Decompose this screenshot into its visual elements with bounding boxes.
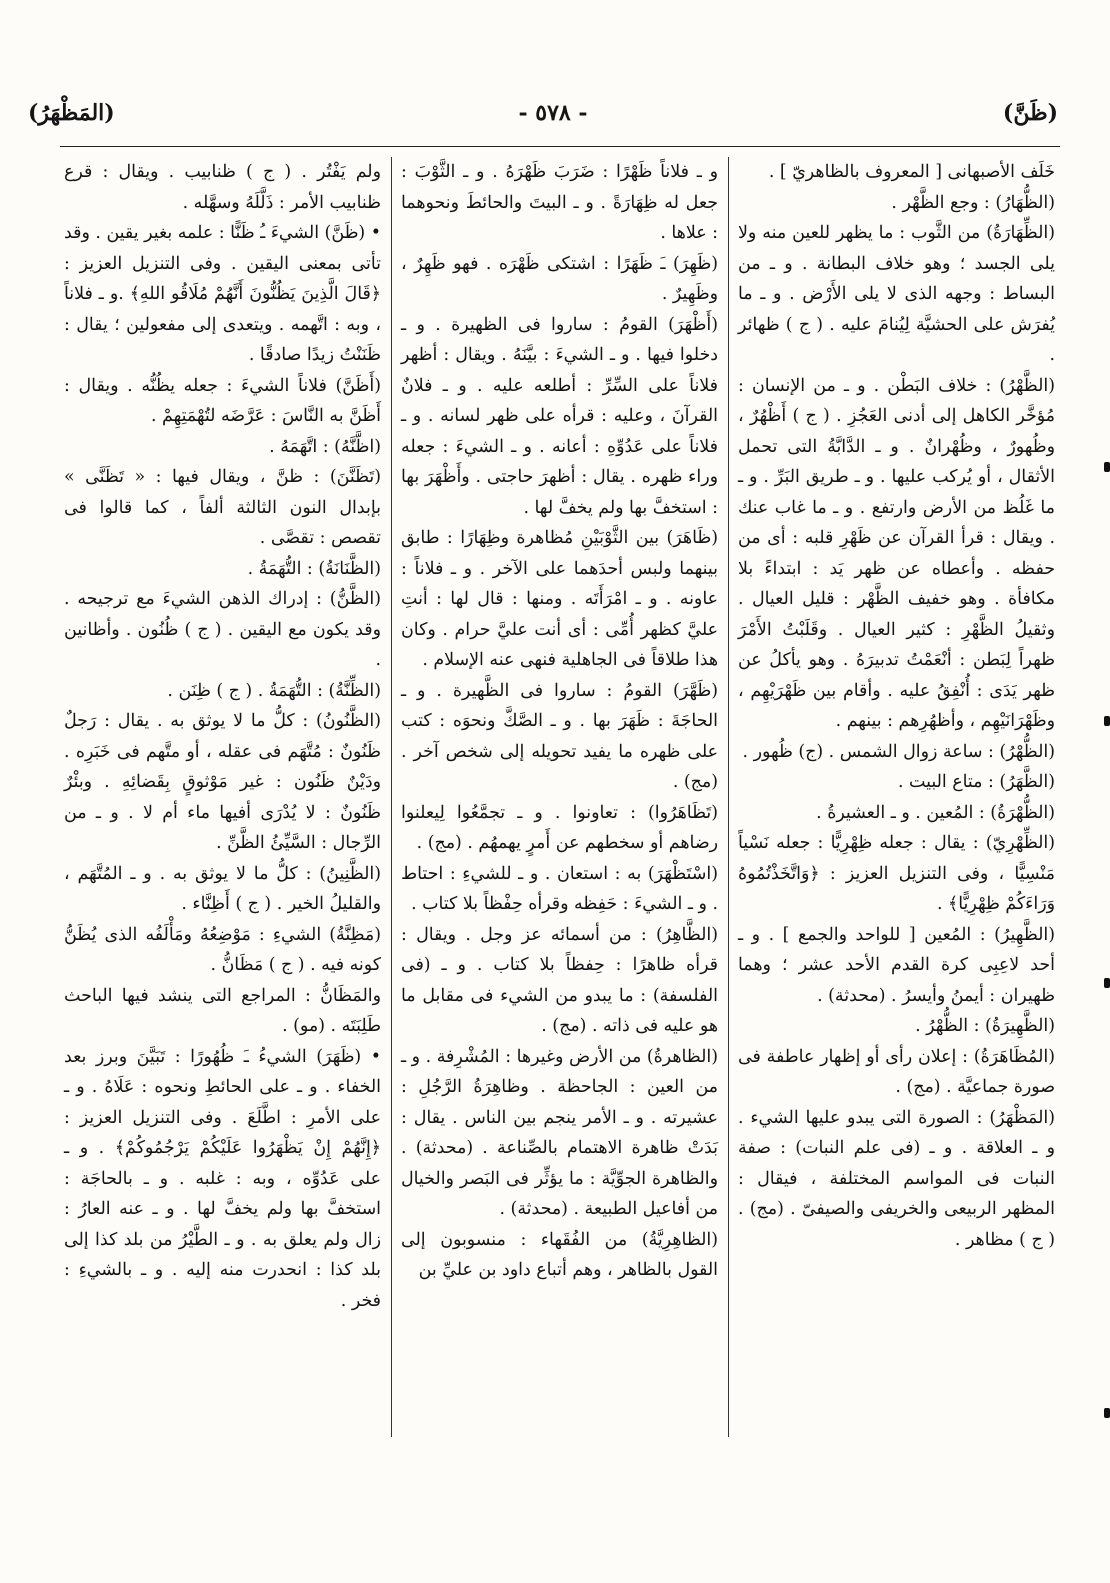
dictionary-entry: (تَظَاهَرُوا) : تعاونوا . و ـ تجمَّعُوا لِيعلنوا رضاهم أو سخطهم عن أَمرٍ يهمهُم . (مج) . <box>401 802 718 853</box>
header-guide-word-left: (المَظْهَرُ) <box>28 100 115 126</box>
dictionary-entry: (الظِّنَّةُ) : التُّهَمَةُ . ( ج ) ظِنَن . <box>167 680 381 701</box>
dictionary-entry: (الظَّهَرُ) : متاع البيت . <box>897 772 1055 792</box>
dictionary-entry: (الظاهرةُ) من الأرض وغيرها : المُشْرِفة . و ـ من العين : الجاحظة . وظاهِرَةُ الرَّجُلِ : عشيرته . و ـ الأمر ينجم بين الناس . يقال : بَدَتْ ظاهرة الاهتمام بالصِّناعة . (محدثة) . والظاهرة الجوِّيَّة : ما يؤثِّر فى البَصر والخيال من أفاعيل الطبيعة . (محدثة) . <box>401 1046 718 1219</box>
header-rule <box>60 146 1060 147</box>
dictionary-entry: (الظَّاهِرُ) : من أسمائه عز وجل . ويقال : قرأه ظاهرًا : حِفظاً بلا كتاب . و ـ (فى الفلسفة) : ما يبدو من الشيء فى مقابل ما هو عليه فى ذاته . (مج) . <box>401 924 718 1036</box>
dictionary-entry: (الظَّنُّ) : إدراك الذهن الشيءَ مع ترجيحه . وقد يكون مع اليقين . ( ج ) ظُنُون . وأظانين . <box>64 589 381 670</box>
dictionary-entry: والمَظَانُّ : المراجع التى ينشد فيها الباحث طَلِبَتَه . (مو) . <box>64 985 381 1036</box>
margin-mark <box>1104 978 1110 988</box>
dictionary-entry: (ظَاهَرَ) بين الثَّوْبَيْنِ مُظاهرة وظِهَارًا : طابق بينهما ولبس أحدَهما على الآخر . و ـ فلاناً : عاونه . و ـ امْرَأَتَه . ومنها : قال لها : أنتِ عليَّ كظهر أُمِّى : أى أنت عليَّ حرام . وكان هذا طلاقاً فى الجاهلية فنهى عنه الإسلام . <box>401 528 718 670</box>
dictionary-entry: (الظَّنُونُ) : كلُّ ما لا يوثق به . يقال : رَجلٌ ظَنُونٌ : مُتَّهَم فى عقله ، أو متَّهم فى خَبَرِه . ودَيْنٌ ظَنُون : غير مَوْثوقٍ بِقَضائِهِ . وبئْرٌ ظَنُونٌ : لا يُدْرَى أفيها ماء أم لا . و ـ من الرِّجال : السَّيِّئُ الظَّنِّ . <box>64 711 381 853</box>
column-separator <box>722 157 734 1437</box>
dictionary-entry: (الظَّنِينُ) : كلُّ ما لا يوثق به . و ـ المُتَّهَم ، والقليلُ الخير . ( ج ) أَظِنَّاء . <box>64 863 381 914</box>
dictionary-entry: (الظُّهْرَةُ) : المُعين . و ـ العشيرةُ . <box>816 802 1055 823</box>
column-middle <box>397 157 722 1437</box>
dictionary-entry: (أَظْهَرَ) القومُ : ساروا فى الظهيرة . و ـ دخلوا فيها . و ـ الشيءَ : بيَّنَهُ . ويقال : أظهر فلاناً على السِّرِّ : أطلعه عليه . و ـ فلانٌ القرآنَ ، وعليه : قرأه على ظهر لسانه . و ـ فلاناً على عَدُوِّهِ : أعانه . و ـ الشيءَ : جعله وراء ظهره . يقال : أظهرَ حاجتى . وأَظْهَرَ بها : استخفَّ بها ولم يخفَّ لها . <box>401 314 718 518</box>
dictionary-entry: (الظَّهِيرَةُ) : الظُّهْرُ . <box>915 1016 1055 1036</box>
dictionary-entry: (مَظِنَّةُ) الشيءِ : مَوْضِعُهُ ومَأْلَفُه الذى يُظَنُّ كونه فيه . ( ج ) مَظَانُّ . <box>64 924 381 975</box>
dictionary-entry: (اسْتَظْهَرَ) به : استعان . و ـ للشيءِ : احتاط . و ـ الشيءَ : حَفِظه وقرأه حِفْظاً بلا كتاب . <box>401 863 718 914</box>
dictionary-entry: (المَظْهَرُ) : الصورة التى يبدو عليها الشيء . و ـ العلاقة . و ـ (فى علم النبات) : صفة النبات فى المواسم المختلفة ، فيقال : المظهر الربيعى والخريفى والصيفىّ . (مج) . ( ج ) مظاهر . <box>738 1107 1055 1250</box>
dictionary-entry: (ظَهِرَ) ـَ ظَهَرًا : اشتكى ظَهْرَه . فهو ظَهِرٌ ، وظَهِيرٌ . <box>401 253 718 304</box>
dictionary-entry: (الظَّهِيرُ) : المُعين [ للواحد والجمع ] . و ـ أحد لاعِبِى كرة القدم الأحد عشر ؛ وهما ظهيران : أيمنُ وأيسرُ . (محدثة) . <box>738 924 1055 1006</box>
header-guide-word-right: (ظَنَّ) <box>1002 100 1058 126</box>
dictionary-entry: • (ظَنَّ) الشيءَ ـُ ظَنًّا : علمه بغير يقين . وقد تأتى بمعنى اليقين . وفى التنزيل العزيز : ﴿قَالَ الَّذِينَ يَظُنُّونَ أَنَّهُمْ مُلَاقُو اللهِ﴾ .و ـ فلاناً ، وبه : اتَّهمه . ويتعدى إلى مفعولين ؛ يقال : ظَنَنْتُ زيدًا صادقًا . <box>64 223 381 365</box>
margin-mark <box>1104 1408 1110 1418</box>
column-separator <box>385 157 397 1437</box>
margin-mark <box>1104 716 1110 726</box>
margin-mark <box>1104 462 1110 472</box>
dictionary-entry: خَلَف الأصبهانى [ المعروف بالظاهريّ ] . <box>768 162 1055 182</box>
dictionary-entry: (ظَهَّرَ) القومُ : ساروا فى الظَّهيرة . و ـ الحاجَةَ : ظَهَرَ بها . و ـ الصَّكَّ ونحوَه : كتب على ظهره ما يفيد تحويله إلى شخص آخر . (مج) . <box>401 680 718 792</box>
dictionary-entry: (الظِّهَارَةُ) من الثَّوب : ما يظهر للعين منه ولا يلى الجسد ؛ وهو خلاف البطانة . و ـ من البساط : وجهه الذى لا يلى الأَرْض . و ـ ما يُفرَش على الحشيَّة لِيُنامَ عليه . ( ج ) ظهائر . <box>738 223 1055 365</box>
column-left <box>734 157 1059 1437</box>
dictionary-entry: • (ظَهَرَ) الشيءُ ـَ ظُهُورًا : تَبَيَّنَ وبرز بعد الخفاء . و ـ على الحائطِ ونحوه : عَلَاهُ . و ـ على الأمرِ : اطَّلَعَ . وفى التنزيل العزيز : ﴿إِنَّهُمْ إِنْ يَظْهَرُوا عَلَيْكُمْ يَرْجُمُوكُمْ﴾ . و ـ على عَدُوِّه ، وبه : غلبه . و ـ بالحاجَة : استخفَّ بها ولم يخفَّ لها . و ـ عنه العارُ : زال ولم يعلق به . و ـ الطَّيْرُ من بلد كذا إلى بلد كذا : انحدرت منه إليه . و ـ بالشيءِ : فخر . <box>64 1046 381 1311</box>
dictionary-entry: (الظُّهْرُ) : ساعة زوال الشمس . (ج) ظُهور . <box>742 741 1055 762</box>
dictionary-columns <box>60 157 1060 1437</box>
dictionary-entry: (الظِّهْرِيّ) : يقال : جعله ظِهْرِيًّا : جعله نَسْياً مَنْسِيًّا ، وفى التنزيل العزيز : ﴿وَاتَّخَذْتُمُوهُ وَرَاءَكُمْ ظِهْرِيًّا﴾ . <box>738 833 1055 914</box>
dictionary-entry: (أَظَنَّ) فلاناً الشيءَ : جعله يظُنُّه . ويقال : أَظَنَّ به النَّاسَ : عَرَّضَه لتُهْمَتِهِمْ . <box>64 375 381 426</box>
page-number: - ٥٧٨ - <box>518 100 588 126</box>
dictionary-entry: (المُظَاهَرَةُ) : إعلان رأى أو إظهار عاطفة فى صورة جماعيَّة . (مج) . <box>738 1046 1055 1097</box>
dictionary-entry: (تَظَنَّنَ) : ظنَّ ، ويقال فيها : « تَظَنَّى » بإبدال النون الثالثة ألفاً ، كما قالوا فى تقصص : تقصَّى . <box>64 467 381 548</box>
dictionary-entry: (الظَّهْرُ) : خلاف البَطْن . و ـ من الإنسان : مُؤخَّر الكاهل إلى أدنى العَجُزِ . ( ج ) أَظْهُرٌ ، وظُهورٌ ، وظُهْرانٌ . و ـ الدَّابَّةُ التى تحمل الأثقال ، أو يُركب عليها . و ـ طريق البَرِّ . و ـ ما غَلُظ من الأرض وارتفع . و ـ ما غاب عنك . ويقال : قرأ القرآن عن ظَهْرِ قلبه : أى من حفظه . وأعطاه عن ظهر يَد : ابتداءً بلا مكافأة . وهو خفيف الظَّهْر : قليل العيال . وثقيلُ الظَّهْرِ : كثير العيال . وقَلَبْتُ الأَمْرَ ظهراً لِبَطن : أنْعَمْتُ تدبيرَهُ . وهو يأكلُ عن ظهر يَدَى : أُنْفِقُ عليه . وأقام بين ظَهْرَيْهِم ، وظَهْرَانَيْهِم ، وأظهُرِهم : بينهم . <box>738 375 1055 731</box>
dictionary-entry: (اظَّنَّهُ) : اتَّهَمَهُ . <box>269 436 381 457</box>
dictionary-entry: (الظَّنَانَةُ) : التُّهَمَةُ . <box>247 558 381 579</box>
dictionary-entry: ولم يَفْتُر . ( ج ) ظنابيب . ويقال : قرع ظنابيب الأمر : ذَلَّلَهُ وسهَّله . <box>64 162 381 213</box>
dictionary-entry: (الظُّهَارُ) : وجع الظَّهْر . <box>891 192 1055 213</box>
column-right <box>60 157 385 1437</box>
dictionary-entry: (الظاهِرِيَّةُ) من الفُقَهاء : منسوبون إلى القول بالظاهر ، وهم أتباع داود بن عليِّ بن <box>401 1229 718 1280</box>
page-header <box>28 92 1058 140</box>
dictionary-entry: و ـ فلاناً ظَهْرًا : ضَرَبَ ظَهْرَهُ . و ـ الثَّوْبَ : جعل له ظِهَارَةً . و ـ البيتَ والحائطَ ونحوهما : علاها . <box>401 162 718 243</box>
